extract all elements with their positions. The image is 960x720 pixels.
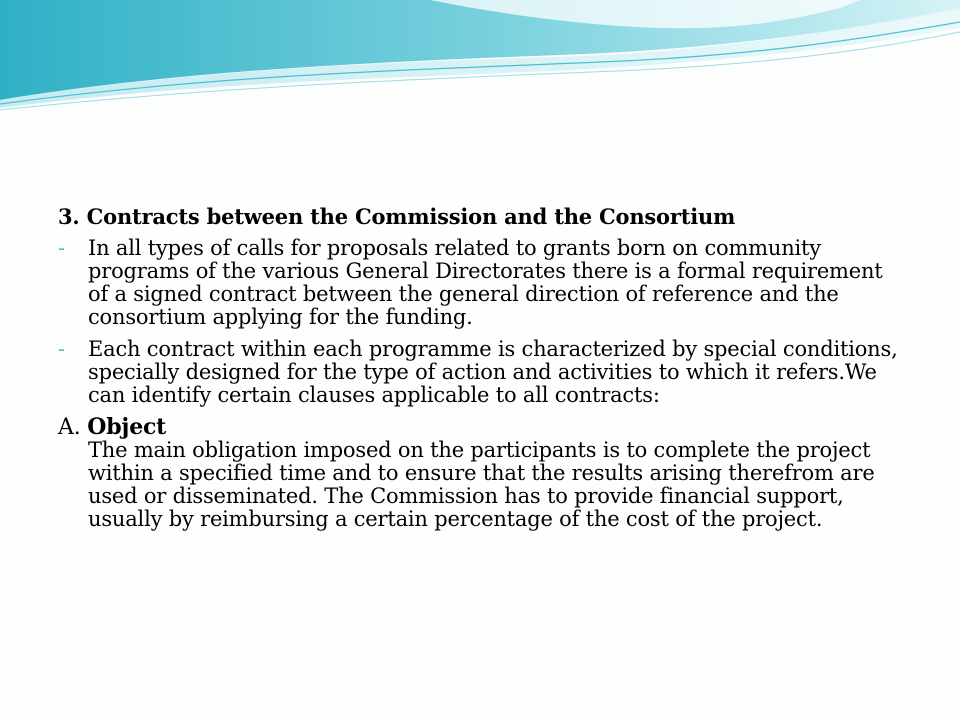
- section-heading: [58, 416, 898, 439]
- section-body: The main obligation imposed on the participants is to complete the project within a specified time and to ensure that the results arising therefrom are used or disseminated. The Commission has to provide financial support, usually by reimbursing a certain percentage of the cost of the project.: [88, 438, 875, 531]
- bullet-item: [58, 338, 898, 407]
- slide-heading: 3. Contracts between the Commission and the Consortium: [58, 204, 736, 229]
- bullet-text: Each contract within each programme is characterized by special conditions, specially designed for the type of action and activities to which it refers.We can identify certain clauses applicable to all contracts:: [88, 337, 898, 407]
- bullet-item: [58, 237, 898, 329]
- bullet-text: In all types of calls for proposals related to grants born on community programs of the various General Directorates there is a formal requirement of a signed contract between the general direction of reference and the consortium applying for the funding.: [88, 236, 883, 329]
- bullet-marker: -: [58, 236, 65, 260]
- header-wave-decoration: [0, 0, 960, 130]
- section-title: Object: [87, 414, 167, 440]
- section-letter: A.: [58, 415, 81, 440]
- slide-content: [58, 205, 898, 531]
- bullet-marker: -: [58, 337, 65, 361]
